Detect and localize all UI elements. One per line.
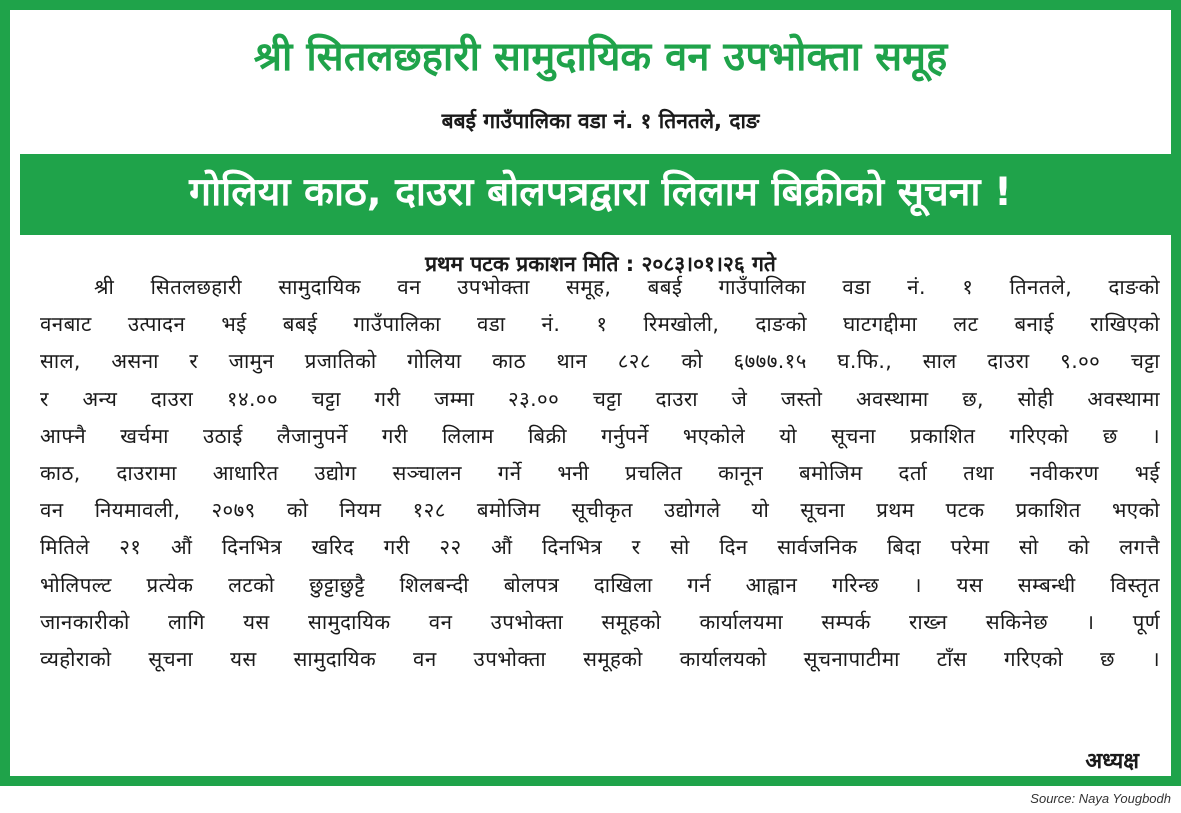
body-line: र अन्य दाउरा १४.०० चट्टा गरी जम्मा २३.०० चट्टा दाउरा जे जस्तो अवस्थामा छ, सोही अवस्थामा [40, 386, 1160, 411]
organization-address: बबई गाउँपालिका वडा नं. १ तिनतले, दाङ [441, 109, 760, 133]
notice-title-banner [20, 154, 1181, 235]
body-line: आफ्नै खर्चमा उठाई लैजानुपर्ने गरी लिलाम बिक्री गर्नुपर्ने भएकोले यो सूचना प्रकाशित गरिएको छ । [40, 423, 1160, 448]
organization-title: श्री सितलछहारी सामुदायिक वन उपभोक्ता समूह [253, 34, 948, 80]
body-line: मितिले २१ औं दिनभित्र खरिद गरी २२ औं दिनभित्र र सो दिन सार्वजनिक बिदा परेमा सो को लगत्तै [40, 535, 1160, 560]
body-line: जानकारीको लागि यस सामुदायिक वन उपभोक्ता समूहको कार्यालयमा सम्पर्क राख्न सकिनेछ । पूर्ण [40, 609, 1160, 634]
body-line: वनबाट उत्पादन भई बबई गाउँपालिका वडा नं. १ रिमखोली, दाङको घाटगद्दीमा लट बनाई राखिएको [40, 312, 1160, 337]
body-line: साल, असना र जामुन प्रजातिको गोलिया काठ थान ८२८ को ६७७७.१५ घ.फि., साल दाउरा ९.०० चट्टा [40, 349, 1160, 374]
body-line: भोलिपल्ट प्रत्येक लटको छुट्टाछुट्टै शिलबन्दी बोलपत्र दाखिला गर्न आह्वान गरिन्छ । यस सम्बन्धी विस्तृत [40, 572, 1160, 597]
signature: अध्यक्ष [1085, 749, 1139, 774]
source-credit: Source: Naya Yougbodh [1030, 791, 1171, 806]
body-line: काठ, दाउरामा आधारित उद्योग सञ्चालन गर्ने भनी प्रचलित कानून बमोजिम दर्ता तथा नवीकरण भई [40, 461, 1160, 485]
publication-date: प्रथम पटक प्रकाशन मिति : २०८३।०१।२६ गते [425, 252, 776, 276]
body-line: वन नियमावली, २०७९ को नियम १२८ बमोजिम सूचीकृत उद्योगले यो सूचना प्रथम पटक प्रकाशित भएको [40, 498, 1160, 523]
body-line: श्री सितलछहारी सामुदायिक वन उपभोक्ता समूह, बबई गाउँपालिका वडा नं. १ तिनतले, दाङको [94, 275, 1160, 299]
notice-title: गोलिया काठ, दाउरा बोलपत्रद्वारा लिलाम बिक्रीको सूचना ! [189, 170, 1012, 215]
body-line: व्यहोराको सूचना यस सामुदायिक वन उपभोक्ता समूहको कार्यालयको सूचनापाटीमा टाँस गरिएको छ । [40, 647, 1160, 671]
